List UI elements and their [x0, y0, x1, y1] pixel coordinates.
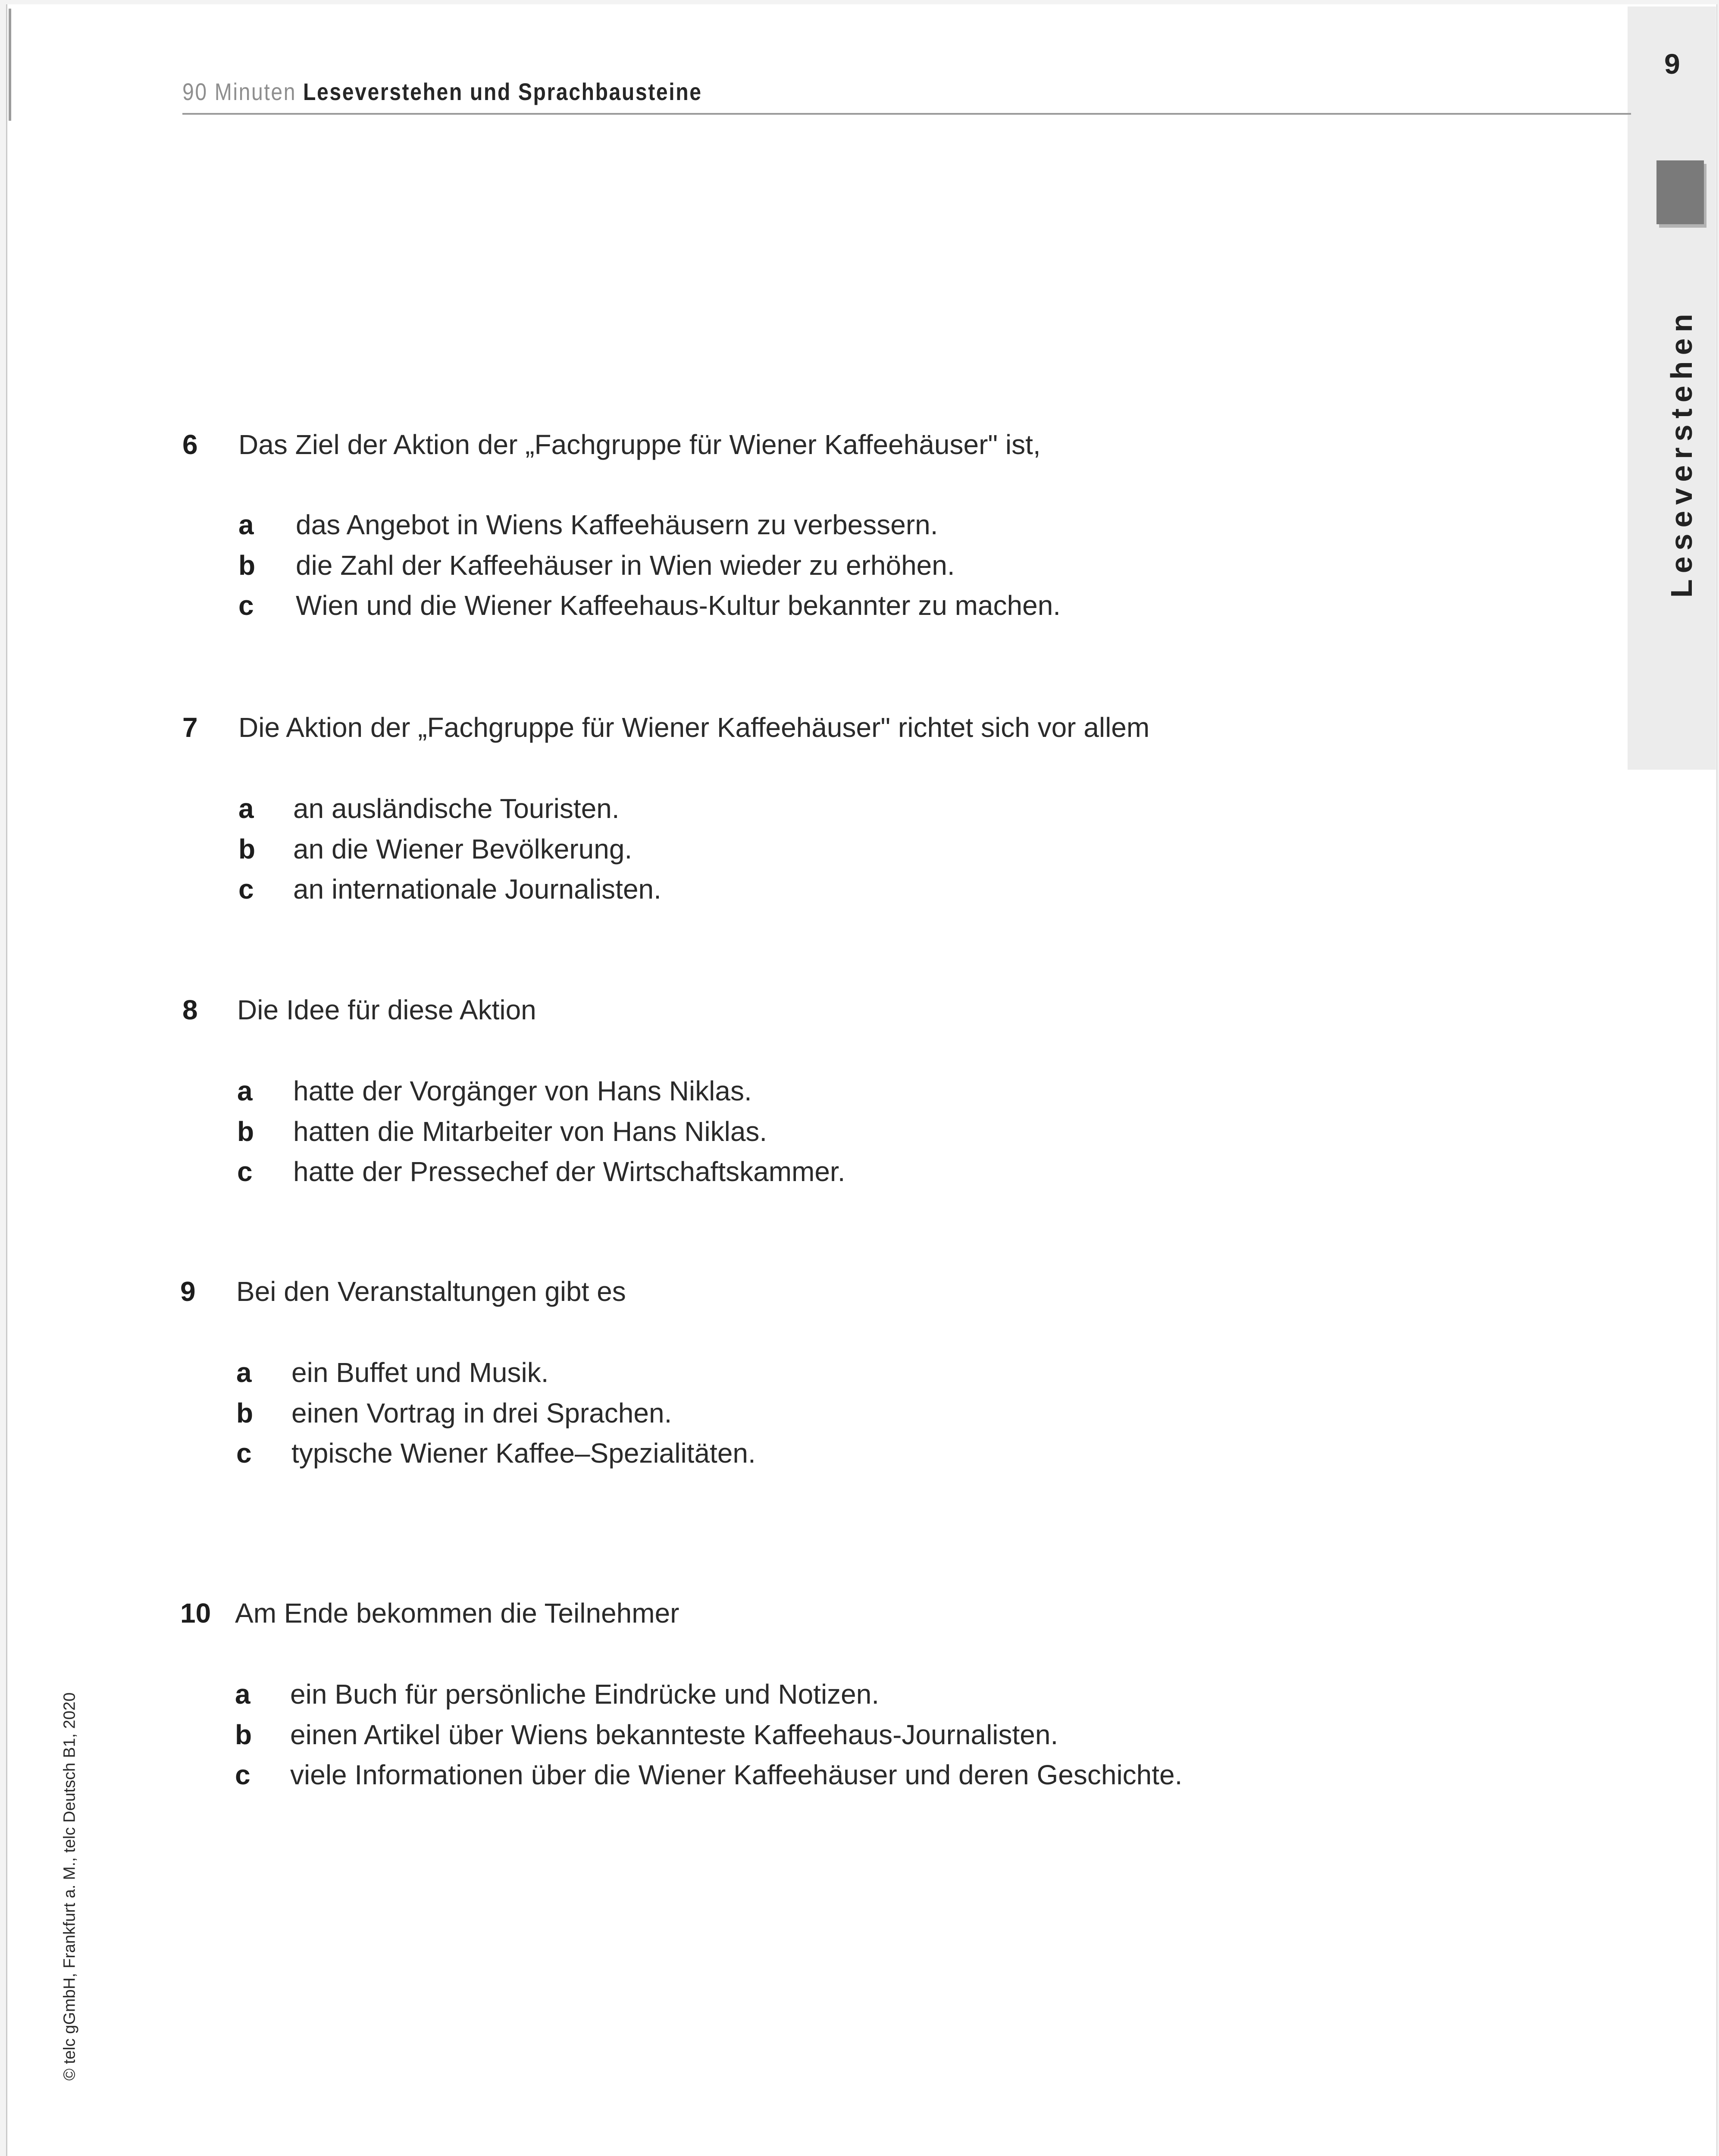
option-text: ein Buch für persönliche Eindrücke und Notizen.	[290, 1679, 880, 1710]
option-text: Wien und die Wiener Kaffeehaus-Kultur bekannter zu machen.	[296, 590, 1061, 621]
running-header	[182, 74, 1631, 115]
option-letter: c	[235, 1759, 250, 1790]
option-text: hatten die Mitarbeiter von Hans Niklas.	[293, 1116, 767, 1147]
option-letter: c	[238, 874, 254, 905]
option-text: viele Informationen über die Wiener Kaffeehäuser und deren Geschichte.	[290, 1759, 1183, 1790]
option-letter: b	[235, 1719, 252, 1750]
option-letter: b	[238, 550, 256, 581]
section-tab-marker	[1656, 160, 1704, 224]
option-letter: b	[237, 1116, 254, 1147]
header-minutes: 90 Minuten	[182, 78, 297, 105]
question-number: 8	[182, 994, 198, 1025]
question-text: Das Ziel der Aktion der „Fachgruppe für Wiener Kaffeehäuser" ist,	[238, 429, 1041, 460]
option-text: an internationale Journalisten.	[293, 874, 661, 905]
header-text	[182, 78, 702, 106]
header-title: Leseverstehen und Sprachbausteine	[303, 78, 702, 105]
question-number: 9	[180, 1276, 196, 1307]
option-text: das Angebot in Wiens Kaffeehäusern zu verbessern.	[296, 509, 938, 540]
option-text: an ausländische Touristen.	[293, 793, 620, 824]
page-number: 9	[1664, 48, 1680, 80]
option-letter: c	[237, 1156, 253, 1187]
question-text: Die Idee für diese Aktion	[237, 994, 536, 1025]
option-letter: c	[236, 1438, 252, 1469]
option-text: die Zahl der Kaffeehäuser in Wien wieder zu erhöhen.	[296, 550, 955, 581]
option-letter: a	[237, 1075, 253, 1106]
option-text: hatte der Vorgänger von Hans Niklas.	[293, 1075, 752, 1106]
section-tab-label: Leseverstehen	[1665, 307, 1698, 598]
option-letter: a	[235, 1679, 250, 1710]
option-text: einen Artikel über Wiens bekannteste Kaffeehaus-Journalisten.	[290, 1719, 1058, 1750]
question-number: 6	[182, 429, 198, 460]
option-letter: b	[236, 1398, 254, 1429]
option-letter: a	[238, 793, 254, 824]
option-letter: b	[238, 834, 256, 865]
question-number: 7	[182, 712, 198, 743]
option-text: typische Wiener Kaffee–Spezialitäten.	[291, 1438, 756, 1469]
question-text: Bei den Veranstaltungen gibt es	[236, 1276, 626, 1307]
question-text: Die Aktion der „Fachgruppe für Wiener Kaffeehäuser" richtet sich vor allem	[238, 712, 1150, 743]
option-letter: a	[236, 1357, 252, 1388]
question-number: 10	[180, 1598, 211, 1629]
option-text: hatte der Pressechef der Wirtschaftskammer.	[293, 1156, 845, 1187]
option-letter: a	[238, 509, 254, 540]
option-text: ein Buffet und Musik.	[291, 1357, 549, 1388]
question-text: Am Ende bekommen die Teilnehmer	[235, 1598, 679, 1629]
option-text: einen Vortrag in drei Sprachen.	[291, 1398, 672, 1429]
option-text: an die Wiener Bevölkerung.	[293, 834, 632, 865]
exam-page	[6, 4, 1717, 2156]
binding-mark	[9, 9, 11, 121]
copyright-notice: © telc gGmbH, Frankfurt a. M., telc Deutsch B1, 2020	[60, 1692, 79, 2081]
option-letter: c	[238, 590, 254, 621]
